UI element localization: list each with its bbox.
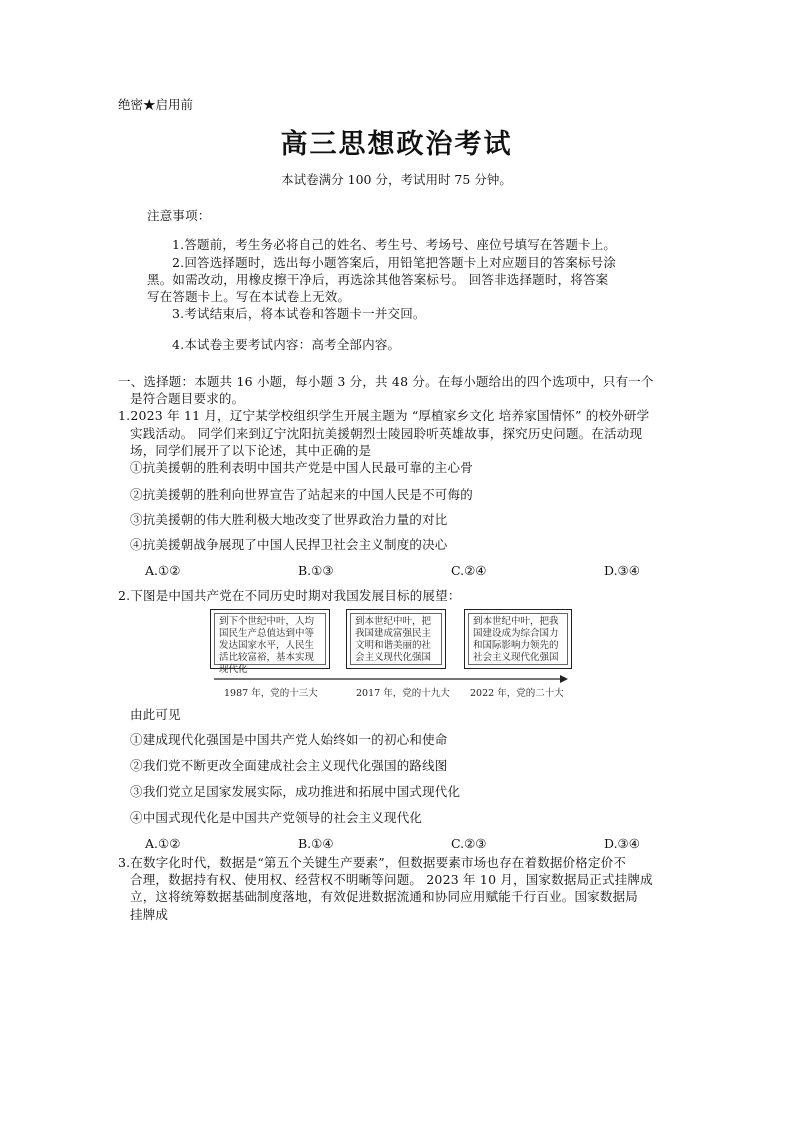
q2-statement-1: ①建成现代化强国是中国共产党人始终如一的初心和使命 — [130, 732, 448, 747]
q1-statement-4: ④抗美援朝战争展现了中国人民捍卫社会主义制度的决心 — [130, 537, 448, 552]
notice-heading: 注意事项： — [147, 208, 211, 223]
figure-box-1987-text: 到下个世纪中叶，人均国民生产总值达到中等发达国家水平，人民生活比较富裕，基本实现现代化 — [214, 613, 326, 665]
q2-statement-4: ④中国式现代化是中国共产党领导的社会主义现代化 — [130, 810, 423, 825]
q1-stem-line-2: 实践活动。 同学们来到辽宁沈阳抗美援朝烈士陵园聆听英雄故事，探究历史问题。在活动现 — [130, 426, 643, 441]
figure-box-2022-text: 到本世纪中叶，把我国建设成为综合国力和国际影响力领先的社会主义现代化强国 — [468, 613, 568, 665]
q3-stem-line-1: 3.在数字化时代，数据是“第五个关键生产要素”，但数据要素市场也存在着数据价格定价不 — [118, 855, 627, 870]
q2-option-b[interactable]: B.①④ — [298, 836, 334, 851]
q2-stem: 2.下图是中国共产党在不同历史时期对我国发展目标的展望： — [118, 588, 461, 603]
q1-options — [145, 563, 645, 582]
q2-option-d[interactable]: D.③④ — [604, 836, 640, 851]
section-heading: 一、选择题：本题共 16 小题，每小题 3 分，共 48 分。在每小题给出的四个选项中，只有一个 — [118, 374, 654, 389]
exam-subtitle: 本试卷满分 100 分，考试用时 75 分钟。 — [281, 172, 512, 187]
q2-option-a[interactable]: A.①② — [145, 836, 181, 851]
q1-statement-1: ①抗美援朝的胜利表明中国共产党是中国人民最可靠的主心骨 — [130, 460, 473, 475]
q1-stem-line-3: 场，同学们展开了以下论述，其中正确的是 — [130, 443, 372, 458]
notice-item-2-cont: 黑。如需改动，用橡皮擦干净后，再选涂其他答案标号。 回答非选择题时，将答案 — [147, 272, 609, 287]
q3-stem-line-4: 挂牌成 — [130, 907, 169, 922]
q2-figure — [210, 605, 570, 700]
confidential-label: 绝密★启用前 — [118, 97, 194, 112]
q1-statement-2: ②抗美援朝的胜利向世界宣告了站起来的中国人民是不可侮的 — [130, 487, 473, 502]
q1-statement-3: ③抗美援朝的伟大胜利极大地改变了世界政治力量的对比 — [130, 512, 448, 527]
q2-statement-2: ②我们党不断更改全面建成社会主义现代化强国的路线图 — [130, 758, 448, 773]
q1-option-d[interactable]: D.③④ — [604, 563, 640, 578]
exam-title: 高三思想政治考试 — [280, 129, 513, 160]
timeline-label-2022: 2022 年，党的二十大 — [470, 688, 564, 699]
q1-option-c[interactable]: C.②④ — [451, 563, 487, 578]
q1-option-b[interactable]: B.①③ — [298, 563, 334, 578]
q1-option-a[interactable]: A.①② — [145, 563, 181, 578]
notice-item-1: 1.答题前，考生务必将自己的姓名、考生号、考场号、座位号填写在答题卡上。 — [172, 237, 617, 252]
notice-item-3: 3.考试结束后，将本试卷和答题卡一并交回。 — [172, 306, 426, 321]
q1-stem-line-1: 1.2023 年 11 月，辽宁某学校组织学生开展主题为 “厚植家乡文化 培养家国情怀” 的校外研学 — [118, 408, 650, 423]
q2-option-c[interactable]: C.②③ — [451, 836, 487, 851]
notice-item-4: 4.本试卷主要考试内容：高考全部内容。 — [172, 337, 401, 352]
q3-stem-line-3: 立，这将统筹数据基础制度落地，有效促进数据流通和协同应用赋能千行百业。国家数据局 — [130, 889, 639, 904]
figure-box-2017-text: 到本世纪中叶，把我国建成富强民主文明和谐美丽的社会主义现代化强国 — [350, 613, 442, 665]
q2-lead: 由此可见 — [130, 707, 181, 722]
q2-statement-3: ③我们党立足国家发展实际，成功推进和拓展中国式现代化 — [130, 784, 461, 799]
timeline-label-1987: 1987 年，党的十三大 — [224, 688, 318, 699]
section-heading-cont: 是符合题目要求的。 — [130, 391, 245, 406]
q3-stem-line-2: 合理，数据持有权、使用权、经营权不明晰等问题。 2023 年 10 月，国家数据局正式挂牌成 — [130, 872, 653, 887]
timeline-label-2017: 2017 年，党的十九大 — [356, 688, 450, 699]
notice-item-2-cont2: 写在答题卡上。写在本试卷上无效。 — [147, 289, 351, 304]
notice-item-2: 2.回答选择题时，选出每小题答案后，用铅笔把答题卡上对应题目的答案标号涂 — [172, 255, 617, 270]
